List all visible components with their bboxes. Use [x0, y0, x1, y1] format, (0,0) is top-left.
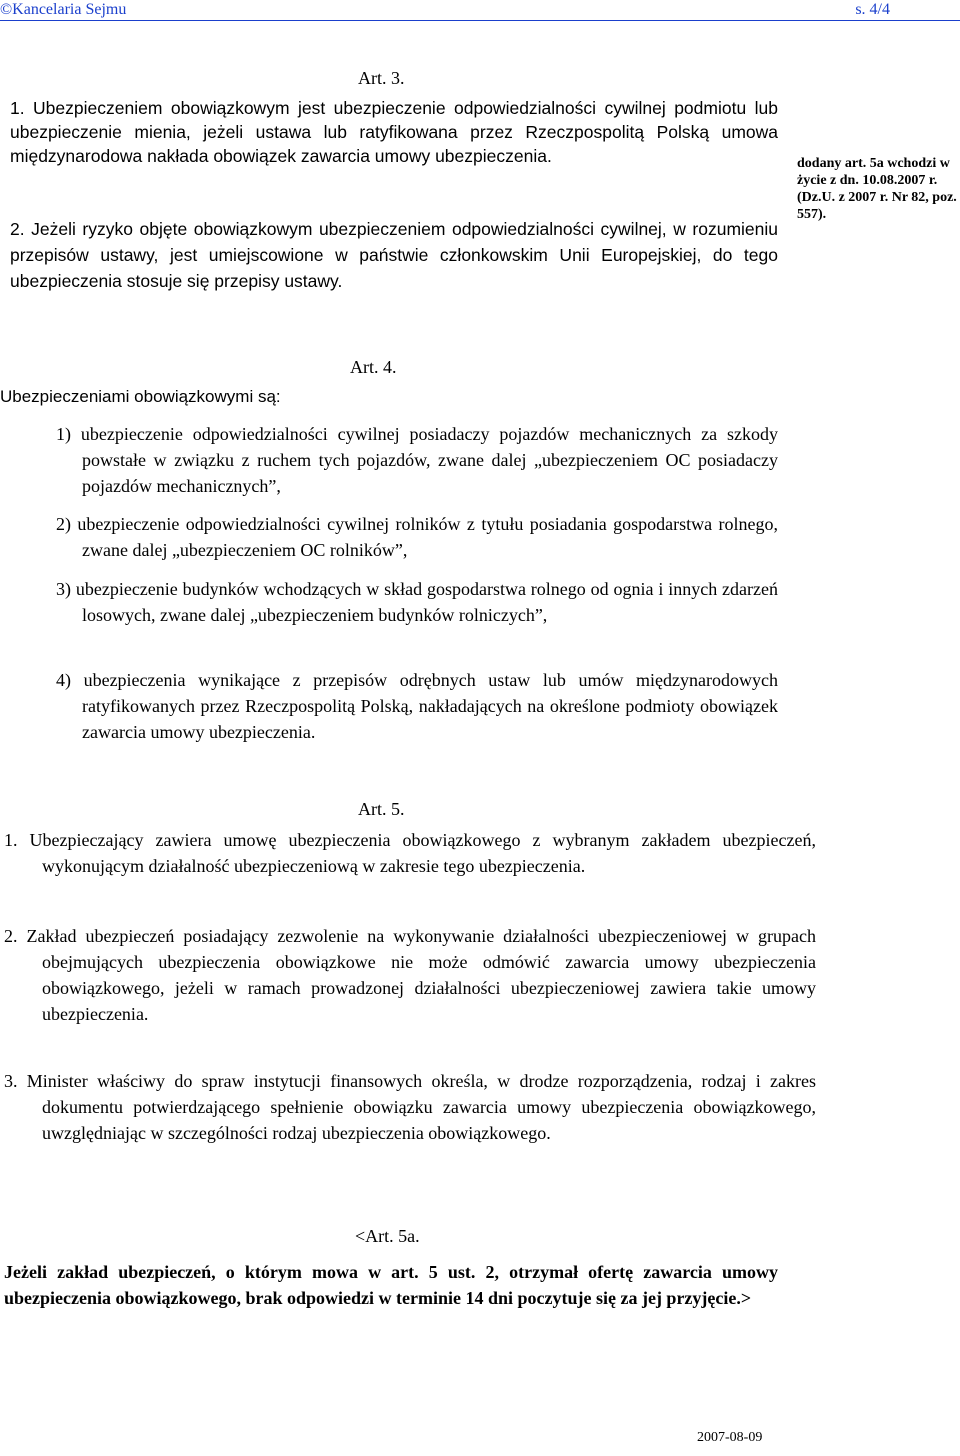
header-page-number: s. 4/4 [855, 1, 890, 18]
article-4-intro: Ubezpieczeniami obowiązkowymi są: [0, 387, 281, 406]
article-4-item-3: 3) ubezpieczenie budynków wchodzących w skład gospodarstwa rolnego od ognia i innych zdarzeń losowych, zwane dalej „ubezpieczeniem budynków rolniczych”, [56, 579, 778, 625]
article-5-title: Art. 5. [358, 799, 405, 819]
article-5-paragraph-1: 1. Ubezpieczający zawiera umowę ubezpieczenia obowiązkowego z wybranym zakładem ubezpieczeń, wykonującym działalność ubezpieczeniową w zakresie tego ubezpieczenia. [4, 830, 816, 876]
header-source: ©Kancelaria Sejmu [0, 1, 127, 18]
article-4-item-4: 4) ubezpieczenia wynikające z przepisów odrębnych ustaw lub umów międzynarodowych ratyfikowanych przez Rzeczpospolitą Polską, nakładających na określone podmioty obowiązek zawarcia umowy ubezpieczenia. [56, 670, 778, 742]
footer-date: 2007-08-09 [697, 1430, 763, 1445]
article-5a-text: Jeżeli zakład ubezpieczeń, o którym mowa w art. 5 ust. 2, otrzymał ofertę zawarcia umowy ubezpieczenia obowiązkowego, brak odpowiedzi w terminie 14 dni poczytuje się za jej przyjęcie.> [4, 1262, 778, 1308]
article-5-paragraph-3: 3. Minister właściwy do spraw instytucji finansowych określa, w drodze rozporządzenia, rodzaj i zakres dokumentu potwierdzającego spełnienie obowiązku zawarcia umowy ubezpieczenia obowiązkowego, uwzględniając w szczególności rodzaj ubezpieczenia obowiązkowego. [4, 1071, 816, 1143]
article-5a-title: <Art. 5a. [355, 1226, 420, 1246]
article-4-item-2: 2) ubezpieczenie odpowiedzialności cywilnej rolników z tytułu posiadania gospodarstwa rolnego, zwane dalej „ubezpieczeniem OC rolników”, [56, 514, 778, 560]
article-4-title: Art. 4. [350, 357, 397, 377]
side-note: dodany art. 5a wchodzi w życie z dn. 10.08.2007 r. (Dz.U. z 2007 r. Nr 82, poz. 557). [797, 156, 957, 222]
article-5-paragraph-2: 2. Zakład ubezpieczeń posiadający zezwolenie na wykonywanie działalności ubezpieczeniowej w grupach obejmujących ubezpieczenia obowiązkowe nie może odmówić zawarcia umowy ubezpieczenia obowiązkowego, jeżeli w ramach prowadzonej działalności ubezpieczeniowej zawiera takie umowy ubezpieczenia. [4, 926, 816, 1024]
header-divider [0, 20, 960, 21]
article-4-item-1: 1) ubezpieczenie odpowiedzialności cywilnej posiadaczy pojazdów mechanicznych za szkody powstałe w związku z ruchem tych pojazdów, zwane dalej „ubezpieczeniem OC posiadaczy pojazdów mechanicznych”, [56, 424, 778, 496]
article-3-paragraph-2: 2. Jeżeli ryzyko objęte obowiązkowym ubezpieczeniem odpowiedzialności cywilnej, w rozumieniu przepisów ustawy, jest umiejscowione w państwie członkowskim Unii Europejskiej, do tego ubezpieczenia stosuje się przepisy ustawy. [10, 219, 778, 291]
article-3-paragraph-1: 1. Ubezpieczeniem obowiązkowym jest ubezpieczenie odpowiedzialności cywilnej podmiotu lub ubezpieczenie mienia, jeżeli ustawa lub ratyfikowana przez Rzeczpospolitą Polską umowa międzynarodowa nakłada obowiązek zawarcia umowy ubezpieczenia. [10, 98, 778, 166]
article-3-title: Art. 3. [358, 68, 405, 88]
